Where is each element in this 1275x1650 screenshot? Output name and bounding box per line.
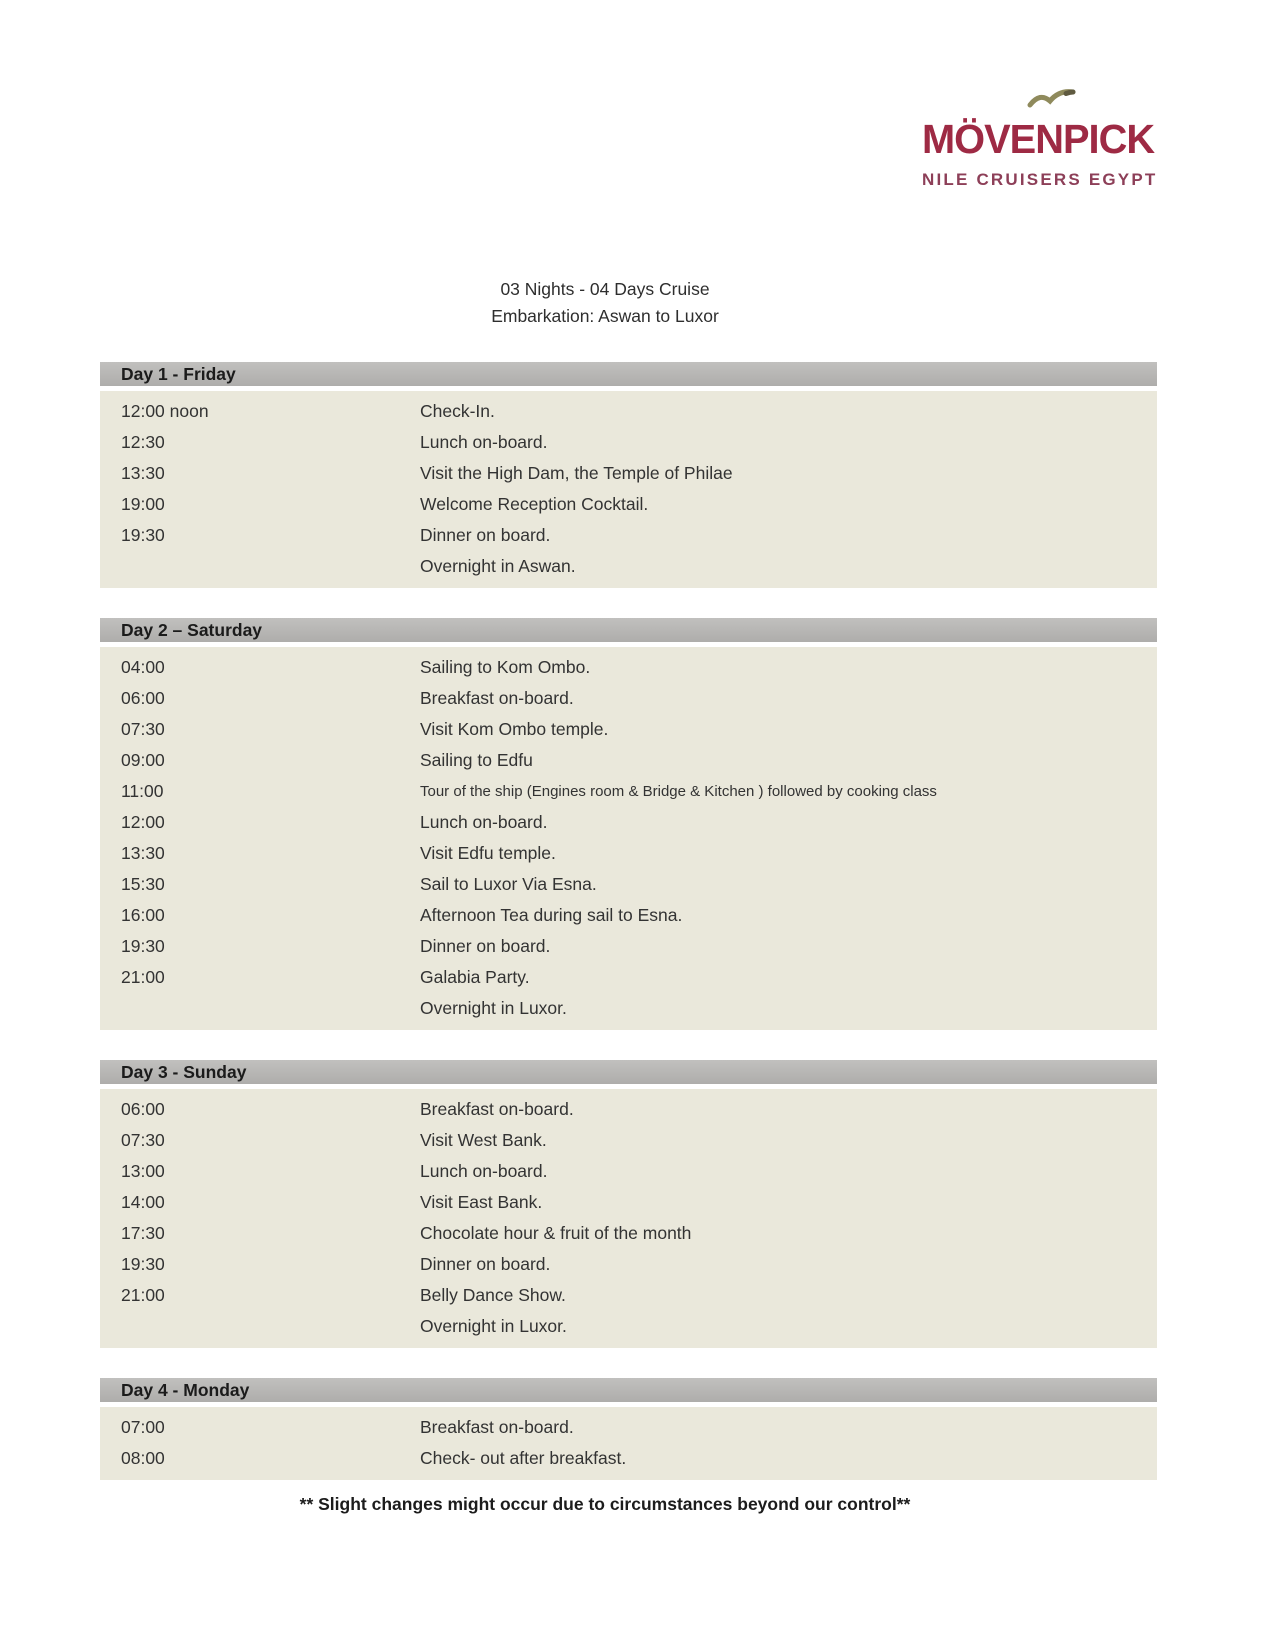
day-section — [100, 1378, 1157, 1480]
itinerary-row — [100, 1187, 1157, 1218]
day-rows — [100, 647, 1157, 1030]
row-activity: Lunch on-board. — [420, 812, 548, 832]
itinerary-row — [100, 931, 1157, 962]
row-activity: Afternoon Tea during sail to Esna. — [420, 905, 683, 925]
row-time: 16:00 — [121, 905, 165, 925]
itinerary-row — [100, 1094, 1157, 1125]
day-section — [100, 1060, 1157, 1348]
row-activity: Dinner on board. — [420, 525, 551, 545]
row-time: 17:30 — [121, 1223, 165, 1243]
row-time — [100, 993, 420, 1024]
itinerary-table — [100, 362, 1157, 1480]
row-time — [100, 1311, 420, 1342]
row-time: 07:30 — [121, 1130, 165, 1150]
row-time — [100, 551, 420, 582]
row-activity: Belly Dance Show. — [420, 1285, 566, 1305]
itinerary-row — [100, 714, 1157, 745]
itinerary-row — [100, 1412, 1157, 1443]
itinerary-row — [100, 652, 1157, 683]
row-time: 19:00 — [121, 494, 165, 514]
row-time: 07:30 — [121, 719, 165, 739]
itinerary-row — [100, 396, 1157, 427]
row-activity: Breakfast on-board. — [420, 1417, 574, 1437]
itinerary-row — [100, 489, 1157, 520]
cruise-title: 03 Nights - 04 Days Cruise — [500, 279, 710, 299]
itinerary-row — [100, 1311, 1157, 1342]
day-header: Day 1 - Friday — [100, 362, 1157, 386]
row-activity: Visit West Bank. — [420, 1130, 547, 1150]
row-time: 04:00 — [121, 657, 165, 677]
itinerary-row — [100, 993, 1157, 1024]
day-section — [100, 362, 1157, 588]
row-activity: Overnight in Aswan. — [420, 556, 576, 576]
row-time: 06:00 — [121, 688, 165, 708]
document-title-block — [100, 276, 1110, 330]
row-time: 09:00 — [121, 750, 165, 770]
row-time: 12:00 — [121, 812, 165, 832]
row-time: 12:00 noon — [121, 401, 209, 421]
day-header: Day 4 - Monday — [100, 1378, 1157, 1402]
row-activity: Chocolate hour & fruit of the month — [420, 1223, 692, 1243]
itinerary-row — [100, 962, 1157, 993]
row-activity: Visit East Bank. — [420, 1192, 543, 1212]
brand-wordmark: MÖVENPICK — [922, 116, 1155, 162]
row-activity: Overnight in Luxor. — [420, 998, 567, 1018]
row-time: 19:30 — [121, 525, 165, 545]
row-activity: Visit Edfu temple. — [420, 843, 556, 863]
row-time: 12:30 — [121, 432, 165, 452]
itinerary-row — [100, 1249, 1157, 1280]
gull-icon — [1026, 88, 1078, 119]
row-time: 14:00 — [121, 1192, 165, 1212]
day-rows — [100, 1089, 1157, 1348]
row-activity: Lunch on-board. — [420, 432, 548, 452]
row-activity: Dinner on board. — [420, 936, 551, 956]
itinerary-row — [100, 551, 1157, 582]
itinerary-row — [100, 1156, 1157, 1187]
row-time: 21:00 — [121, 967, 165, 987]
itinerary-row — [100, 838, 1157, 869]
row-activity: Breakfast on-board. — [420, 688, 574, 708]
row-activity: Sailing to Kom Ombo. — [420, 657, 591, 677]
row-activity: Dinner on board. — [420, 1254, 551, 1274]
row-activity: Sailing to Edfu — [420, 750, 533, 770]
row-time: 07:00 — [121, 1417, 165, 1437]
itinerary-row — [100, 1280, 1157, 1311]
itinerary-row — [100, 520, 1157, 551]
row-time: 11:00 — [121, 781, 164, 801]
row-activity: Lunch on-board. — [420, 1161, 548, 1181]
row-time: 15:30 — [121, 874, 165, 894]
row-time: 21:00 — [121, 1285, 165, 1305]
itinerary-row — [100, 807, 1157, 838]
row-time: 13:00 — [121, 1161, 165, 1181]
day-rows — [100, 391, 1157, 588]
row-activity: Sail to Luxor Via Esna. — [420, 874, 597, 894]
itinerary-row — [100, 776, 1157, 807]
day-rows — [100, 1407, 1157, 1480]
cruise-embarkation: Embarkation: Aswan to Luxor — [491, 306, 719, 326]
itinerary-row — [100, 1218, 1157, 1249]
row-activity: Visit Kom Ombo temple. — [420, 719, 609, 739]
itinerary-row — [100, 427, 1157, 458]
row-time: 06:00 — [121, 1099, 165, 1119]
row-activity: Overnight in Luxor. — [420, 1316, 567, 1336]
itinerary-row — [100, 745, 1157, 776]
day-section — [100, 618, 1157, 1030]
itinerary-row — [100, 900, 1157, 931]
row-activity: Breakfast on-board. — [420, 1099, 574, 1119]
row-time: 13:30 — [121, 463, 165, 483]
brand-logo — [922, 118, 1172, 190]
row-activity: Welcome Reception Cocktail. — [420, 494, 649, 514]
row-activity: Galabia Party. — [420, 967, 530, 987]
day-header: Day 3 - Sunday — [100, 1060, 1157, 1084]
row-activity: Check- out after breakfast. — [420, 1448, 627, 1468]
itinerary-row — [100, 869, 1157, 900]
row-time: 13:30 — [121, 843, 165, 863]
itinerary-row — [100, 1443, 1157, 1474]
row-activity: Tour of the ship (Engines room & Bridge & Kitchen ) followed by cooking class — [420, 783, 937, 800]
row-time: 19:30 — [121, 1254, 165, 1274]
brand-subtitle: NILE CRUISERS EGYPT — [922, 170, 1158, 190]
row-time: 19:30 — [121, 936, 165, 956]
row-time: 08:00 — [121, 1448, 165, 1468]
row-activity: Visit the High Dam, the Temple of Philae — [420, 463, 733, 483]
row-activity: Check-In. — [420, 401, 495, 421]
itinerary-row — [100, 1125, 1157, 1156]
itinerary-row — [100, 458, 1157, 489]
itinerary-row — [100, 683, 1157, 714]
brand-wordmark-wrap — [922, 118, 1172, 161]
day-header: Day 2 – Saturday — [100, 618, 1157, 642]
footer-note: ** Slight changes might occur due to circumstances beyond our control** — [299, 1494, 911, 1514]
